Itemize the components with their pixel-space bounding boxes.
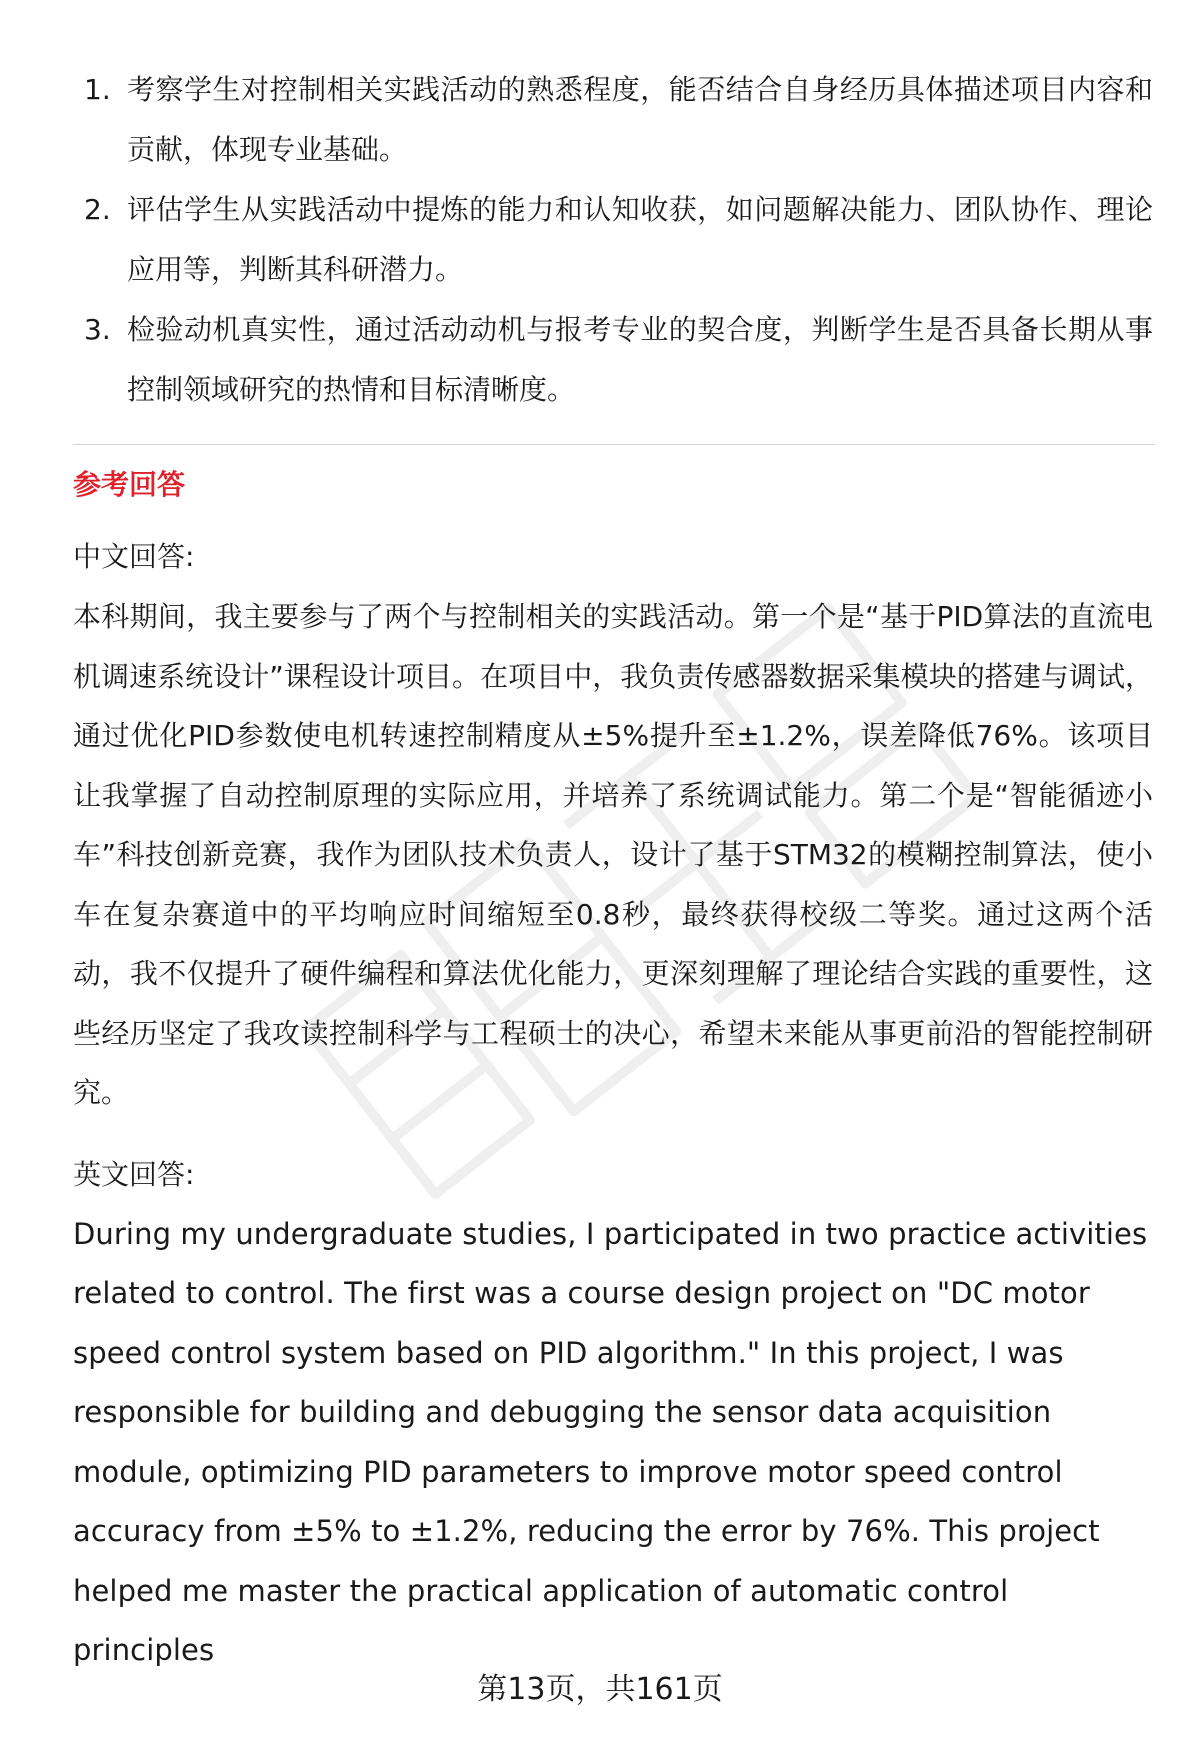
list-item-text: 检验动机真实性，通过活动动机与报考专业的契合度，判断学生是否具备长期从事控制领域研究的热情和目标清晰度。 (127, 313, 1153, 406)
list-item-number: 3. (84, 313, 111, 346)
page-number: 第13页，共161页 (477, 1672, 723, 1707)
chinese-answer-heading: 中文回答: (73, 540, 195, 573)
criteria-list (73, 60, 1153, 420)
chinese-answer-body: 本科期间，我主要参与了两个与控制相关的实践活动。第一个是“基于PID算法的直流电机调速系统设计”课程设计项目。在项目中，我负责传感器数据采集模块的搭建与调试，通过优化PID参数使电机转速控制精度从±5%提升至±1.2%，误差降低76%。该项目让我掌握了自动控制原理的实际应用，并培养了系统调试能力。第二个是“智能循迹小车”科技创新竞赛，我作为团队技术负责人，设计了基于STM32的模糊控制算法，使小车在复杂赛道中的平均响应时间缩短至0.8秒，最终获得校级二等奖。通过这两个活动，我不仅提升了硬件编程和算法优化能力，更深刻理解了理论结合实践的重要性，这些经历坚定了我攻读控制科学与工程硕士的决心，希望未来能从事更前沿的智能控制研究。 (73, 600, 1153, 1109)
page-content (73, 60, 1153, 1681)
paragraph-gap (73, 1123, 1153, 1145)
section-title: 参考回答 (73, 468, 186, 501)
list-item-text: 评估学生从实践活动中提炼的能力和认知收获，如问题解决能力、团队协作、理论应用等，判断其科研潜力。 (127, 193, 1153, 286)
list-item (73, 180, 1153, 300)
list-item-number: 1. (84, 73, 111, 106)
english-answer-body: During my undergraduate studies, I participated in two practice activities related to control. The first was a course design project on "DC motor speed control system based on PID algorithm." In this project, I was responsible for building and debugging the sensor data acquisition module, optimizing PID parameters to improve motor speed control accuracy from ±5% to ±1.2%, reducing the error by 76%. This project helped me master the practical application of automatic control principles (73, 1216, 1148, 1667)
list-item-number: 2. (84, 193, 111, 226)
english-answer-heading: 英文回答: (73, 1157, 195, 1191)
section-divider (73, 444, 1155, 445)
list-item (73, 300, 1153, 420)
list-item (73, 60, 1153, 180)
list-item-text: 考察学生对控制相关实践活动的熟悉程度，能否结合自身经历具体描述项目内容和贡献，体现专业基础。 (127, 73, 1153, 166)
